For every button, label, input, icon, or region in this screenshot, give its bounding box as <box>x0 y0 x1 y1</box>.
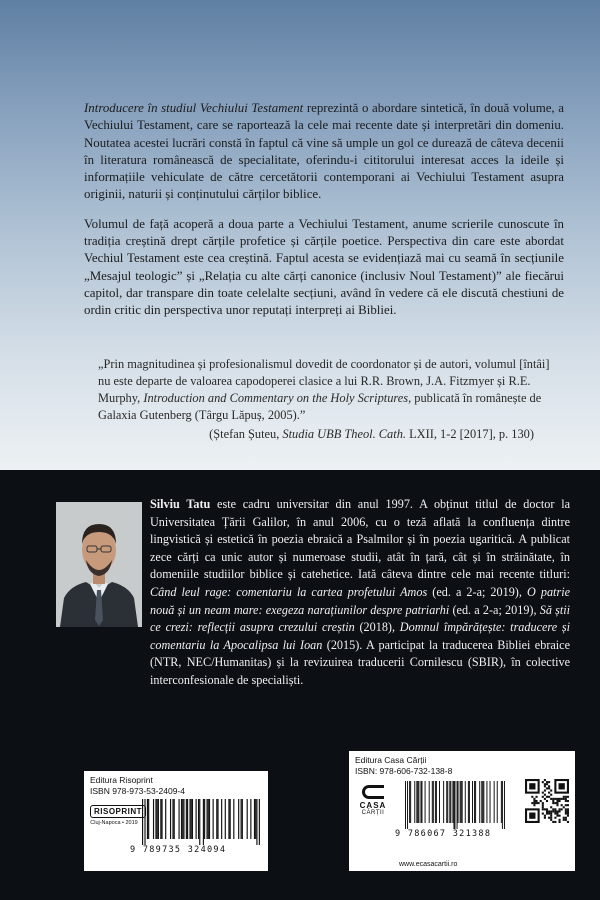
qr-module <box>556 804 558 806</box>
qr-module <box>565 798 567 800</box>
bio-title-3: Să știi ce crezi: reflecții asupra crezului creștin <box>150 602 571 635</box>
barcode-bar <box>461 781 462 823</box>
qr-module <box>542 796 544 798</box>
barcode-bar <box>142 799 143 845</box>
qr-module <box>559 800 561 802</box>
barcode-bar <box>182 799 183 839</box>
quote-part-a: „Prin magnitudinea și profesionalismul dovedit de coordonator și de autori, volumul [întâi] nu este departe de valoarea capodoperei clasice a lui R.R. Brown, J.A. Fitzmyer și R.E. Murphy, <box>98 357 550 405</box>
barcode-bar <box>174 799 175 839</box>
barcode-bar <box>421 781 422 823</box>
barcode-bar <box>468 781 469 823</box>
dark-band <box>0 470 600 496</box>
barcode-bar <box>165 799 166 839</box>
quote-source <box>98 426 558 443</box>
barcode-bar <box>474 781 475 823</box>
barcode-bar <box>217 799 218 839</box>
barcode-right-bars <box>405 781 505 829</box>
qr-module <box>567 815 569 817</box>
author-portrait <box>56 502 142 627</box>
qr-finder-square <box>559 783 565 789</box>
barcode-bar <box>472 781 473 823</box>
barcode-bar <box>432 781 433 823</box>
barcode-bar <box>158 799 159 839</box>
barcode-right-number: 9 786067 321388 <box>395 829 492 839</box>
barcode-bar <box>453 781 454 829</box>
risoprint-logo-text: RISOPRINT <box>90 805 146 818</box>
barcode-bar <box>416 781 417 823</box>
qr-module <box>544 785 546 787</box>
qr-module <box>546 808 548 810</box>
barcode-bar <box>410 781 411 823</box>
qr-module <box>550 789 552 791</box>
qr-module <box>533 802 535 804</box>
barcode-bar <box>209 799 210 839</box>
qr-module <box>550 819 552 821</box>
qr-module <box>556 813 558 815</box>
qr-module <box>542 804 544 806</box>
barcode-bar <box>460 781 461 823</box>
qr-module <box>559 815 561 817</box>
barcode-bar <box>409 781 410 823</box>
qr-module <box>531 802 533 804</box>
blurb-p1-text: reprezintă o abordare sintetică, în două volume, a Vechiului Testament, care se raportează la cele mai recente date și interpretări din domeniu. Noutatea acestei lucrări constă în faptul că vine să umple un gol ce durează de câteva decenii în literatura românească de specialitate, oferindu-i cititorului interesat acces la ideile și informațiile vehiculate de către cercetătorii contemporani ai Vechiului Testament asupra originii, naturii și conținutului cărților biblice. <box>84 101 564 202</box>
barcode-bar <box>228 799 229 839</box>
qr-module <box>567 821 569 823</box>
qr-module <box>552 821 554 823</box>
qr-module <box>554 813 556 815</box>
blurb-paragraph-2: Volumul de față acoperă a doua parte a Vechiului Testament, anume scrierile cunoscute în tradiția creștină drept cărțile profetice și cărțile poetice. Perspectiva din care este abordat Vechiul Testament este cea creștină. Faptul acesta se evidențiază mai cu seamă în secțiunile „Mesajul teologic” și „Relația cu alte cărți canonice (inclusiv Noul Testament)” ale fiecărui capitol, dar transpare din toate celelalte secțiuni, având în vedere că ele discută chestiuni de ordin critic din perspectiva unor reputați interpreți ai Bibliei. <box>84 216 564 318</box>
barcode-bar <box>457 781 458 829</box>
qr-module <box>550 798 552 800</box>
qr-module <box>563 796 565 798</box>
barcode-bar <box>259 799 260 845</box>
barcode-bar <box>148 799 149 839</box>
qr-module <box>565 796 567 798</box>
qr-module <box>563 817 565 819</box>
qr-module <box>548 792 550 794</box>
qr-module <box>556 810 558 812</box>
barcode-bar <box>178 799 179 839</box>
qr-module <box>535 796 537 798</box>
barcode-bar <box>449 781 450 823</box>
qr-module <box>559 808 561 810</box>
barcode-bar <box>203 799 204 845</box>
qr-module <box>559 821 561 823</box>
qr-module <box>542 806 544 808</box>
quote-text <box>98 356 558 424</box>
barcode-bar <box>196 799 197 839</box>
barcode-bar <box>256 799 257 845</box>
author-bio-section <box>0 496 600 716</box>
barcode-bar <box>147 799 148 839</box>
author-bio-text <box>150 496 570 690</box>
barcode-bar <box>452 781 453 823</box>
qr-module <box>567 808 569 810</box>
casa-logo-mark-icon <box>362 785 384 799</box>
barcode-bar <box>405 781 406 829</box>
qr-module <box>550 806 552 808</box>
qr-module <box>544 808 546 810</box>
qr-module <box>544 789 546 791</box>
qr-module <box>546 813 548 815</box>
qr-module <box>565 810 567 812</box>
qr-module <box>556 802 558 804</box>
qr-module <box>535 802 537 804</box>
barcode-bar <box>462 781 463 823</box>
qr-module <box>550 794 552 796</box>
qr-module <box>552 810 554 812</box>
barcode-bar <box>494 781 495 823</box>
qr-module <box>565 817 567 819</box>
risoprint-logo-city: Cluj-Napoca • 2019 <box>90 820 138 826</box>
barcode-bar <box>230 799 231 839</box>
barcode-box-casa-cartii <box>349 751 575 871</box>
qr-module <box>542 781 544 783</box>
barcode-bar <box>170 799 171 839</box>
qr-module <box>544 798 546 800</box>
qr-module <box>552 798 554 800</box>
isbn-left: ISBN 978-973-53-2409-4 <box>90 785 185 796</box>
quote-source-b: LXII, 1-2 [2017], p. 130) <box>405 427 534 441</box>
barcode-bar <box>447 781 448 823</box>
qr-module <box>554 802 556 804</box>
qr-module <box>546 796 548 798</box>
barcode-bar <box>206 799 207 839</box>
barcode-bar <box>479 781 480 823</box>
barcode-bar <box>483 781 484 823</box>
qr-module <box>531 796 533 798</box>
qr-module <box>567 804 569 806</box>
qr-module <box>552 808 554 810</box>
barcode-bar <box>213 799 214 839</box>
barcode-bar <box>199 799 200 845</box>
qr-module <box>533 804 535 806</box>
qr-module <box>552 802 554 804</box>
qr-module <box>567 810 569 812</box>
qr-module <box>565 808 567 810</box>
barcode-left-bars <box>142 799 260 845</box>
barcode-bar <box>425 781 426 823</box>
barcode-bar <box>153 799 154 839</box>
qr-module <box>561 804 563 806</box>
qr-module <box>533 798 535 800</box>
barcode-bar <box>172 799 173 839</box>
barcode-bar <box>486 781 487 823</box>
qr-module <box>548 813 550 815</box>
qr-module <box>565 813 567 815</box>
barcode-bar <box>238 799 239 839</box>
qr-module <box>556 815 558 817</box>
qr-module <box>563 798 565 800</box>
barcode-bar <box>192 799 193 839</box>
barcode-bar <box>247 799 248 839</box>
barcode-bar <box>208 799 209 839</box>
qr-module <box>548 787 550 789</box>
barcode-bar <box>225 799 226 839</box>
author-name: Silviu Tatu <box>150 497 211 511</box>
qr-module <box>544 783 546 785</box>
barcode-bar <box>417 781 418 823</box>
barcode-bar <box>198 799 199 839</box>
bio-part-3: (ed. a 2-a; 2019), <box>449 602 540 617</box>
bio-part-4: (2018), <box>354 620 400 635</box>
qr-module <box>546 787 548 789</box>
barcode-bar <box>144 799 145 845</box>
qr-module <box>554 810 556 812</box>
barcode-left-number: 9 789735 324094 <box>130 845 227 855</box>
qr-module <box>546 800 548 802</box>
risoprint-logo <box>90 801 143 826</box>
publisher-name-right: Editura Casa Cărții <box>355 755 427 765</box>
barcode-bar <box>501 781 502 823</box>
qr-module <box>556 800 558 802</box>
qr-module <box>554 808 556 810</box>
publisher-name-left: Editura Risoprint <box>90 775 153 785</box>
qr-module <box>559 798 561 800</box>
blurb-paragraph-1 <box>84 100 564 204</box>
barcode-bar <box>204 799 205 839</box>
barcode-bar <box>446 781 447 823</box>
qr-module <box>552 800 554 802</box>
barcode-bar <box>216 799 217 839</box>
qr-module <box>550 810 552 812</box>
qr-module <box>548 810 550 812</box>
qr-module <box>563 819 565 821</box>
barcode-bar <box>255 799 256 839</box>
barcode-bar <box>157 799 158 839</box>
qr-module <box>554 817 556 819</box>
qr-module <box>550 817 552 819</box>
quote-part-b: publicată în românește de Galaxia Gutenberg (Târgu Lăpuș, 2005).” <box>98 391 542 422</box>
bio-title-1: Când leul rage: comentariu la cartea profetului Amos <box>150 584 428 599</box>
qr-module <box>546 783 548 785</box>
barcode-bar <box>186 799 187 839</box>
barcode-bar <box>469 781 470 823</box>
qr-module <box>565 804 567 806</box>
barcode-bar <box>436 781 437 823</box>
qr-finder-square <box>529 783 535 789</box>
qr-module <box>542 813 544 815</box>
qr-module <box>542 808 544 810</box>
barcode-bar <box>189 799 190 839</box>
qr-module <box>548 796 550 798</box>
qr-module <box>538 802 540 804</box>
qr-module <box>556 798 558 800</box>
qr-module <box>550 815 552 817</box>
book-title: Introducere în studiul Vechiului Testament <box>84 101 304 115</box>
barcode-bar <box>502 781 503 829</box>
qr-module <box>540 800 542 802</box>
barcode-bar <box>482 781 483 823</box>
barcode-bar <box>429 781 430 823</box>
barcode-bar <box>435 781 436 823</box>
barcode-bar <box>160 799 161 839</box>
qr-module <box>533 800 535 802</box>
barcode-bar <box>490 781 491 823</box>
quote-source-journal: Studia UBB Theol. Cath. <box>282 427 406 441</box>
barcode-bar <box>250 799 251 839</box>
barcode-bar <box>433 781 434 823</box>
qr-module <box>542 802 544 804</box>
qr-module <box>567 796 569 798</box>
qr-module <box>548 817 550 819</box>
barcode-bar <box>161 799 162 839</box>
barcode-bar <box>241 799 242 839</box>
barcode-bar <box>443 781 444 823</box>
casa-logo-line1: CASA <box>359 801 387 810</box>
qr-module <box>535 800 537 802</box>
barcode-bar <box>414 781 415 823</box>
qr-module <box>561 808 563 810</box>
blurb <box>84 100 564 332</box>
qr-module <box>542 792 544 794</box>
barcode-bar <box>187 799 188 839</box>
bio-part-1: este cadru universitar din anul 1997. A obținut titlul de doctor la Universitatea Țării Galilor, în anul 2006, cu o teză aflată la confluența dintre lingvistică și estetică în poezia ebraică a Psalmilor și în poezia ugaritică. A publicat zece cărți ca unic autor și numeroase studii, atât în țară, cât și în străinătate, în domeniile studiilor biblice și catehetice. Iată câteva dintre cele mai recente titluri: <box>150 497 570 582</box>
qr-module <box>548 781 550 783</box>
review-quote <box>98 356 558 443</box>
casa-cartii-logo <box>355 785 391 816</box>
bio-title-4: Domnul împărățește: traducere și comentariu la Apocalipsa lui Ioan <box>150 620 570 652</box>
barcode-bar <box>221 799 222 839</box>
qr-module <box>546 810 548 812</box>
barcode-bar <box>418 781 419 823</box>
qr-module <box>561 798 563 800</box>
isbn-right: ISBN: 978-606-732-138-8 <box>355 765 453 776</box>
qr-module <box>544 779 546 781</box>
qr-module <box>565 800 567 802</box>
barcode-bar <box>458 781 459 823</box>
qr-module <box>567 800 569 802</box>
qr-module <box>544 817 546 819</box>
bio-part-2: (ed. a 2-a; 2019), <box>427 584 527 599</box>
qr-module <box>559 810 561 812</box>
barcode-bar <box>191 799 192 839</box>
barcode-bar <box>454 781 455 829</box>
qr-module <box>548 785 550 787</box>
barcode-bar <box>181 799 182 839</box>
qr-module <box>559 819 561 821</box>
barcode-bar <box>233 799 234 839</box>
barcode-bar <box>254 799 255 839</box>
barcode-bar <box>481 781 482 823</box>
qr-module <box>554 798 556 800</box>
qr-code-icon <box>525 779 569 823</box>
qr-module <box>546 781 548 783</box>
qr-module <box>550 813 552 815</box>
barcode-bar <box>242 799 243 839</box>
qr-module <box>544 794 546 796</box>
qr-module <box>567 813 569 815</box>
barcode-bar <box>420 781 421 823</box>
barcode-bar <box>183 799 184 839</box>
qr-module <box>565 819 567 821</box>
qr-module <box>544 815 546 817</box>
barcode-box-risoprint <box>84 771 268 871</box>
barcode-bar <box>497 781 498 823</box>
bio-title-2: O patrie nouă și un neam mare: exegeza narațiunilor despre patriarhi <box>150 584 570 617</box>
quote-cited-title: Introduction and Commentary on the Holy Scriptures, <box>143 391 412 405</box>
barcode-bar <box>450 781 451 823</box>
publisher-website: www.ecasacartii.ro <box>399 861 458 868</box>
barcode-bar <box>465 781 466 823</box>
barcode-bar <box>155 799 156 839</box>
quote-source-a: (Ștefan Șuteu, <box>209 427 283 441</box>
bio-part-5: (2015). A participat la traducerea Bibliei ebraice (NTR, NEC/Humanitas) și la revizuirea traducerii Cornilescu (SBIR), în colective interconfesionale de specialiști. <box>150 637 570 687</box>
barcode-bar <box>439 781 440 823</box>
barcode-bar <box>504 781 505 829</box>
qr-module <box>554 821 556 823</box>
qr-finder-square <box>529 813 535 819</box>
barcode-right <box>395 781 505 839</box>
barcode-bar <box>407 781 408 829</box>
portrait-illustration <box>56 502 142 627</box>
barcode-left <box>130 799 260 855</box>
casa-logo-line2: CĂRȚII <box>361 810 385 816</box>
qr-module <box>563 806 565 808</box>
barcode-bar <box>475 781 476 823</box>
